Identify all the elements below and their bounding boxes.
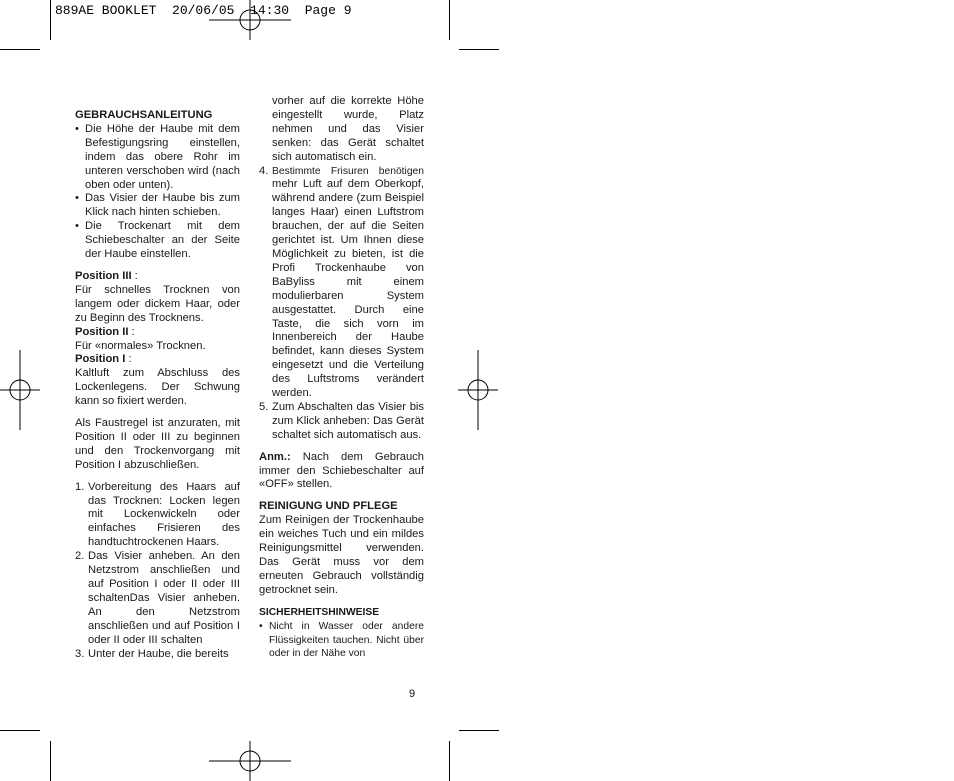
- crop-mark: [0, 49, 40, 50]
- crop-mark: [459, 49, 499, 50]
- right-column: [259, 95, 424, 661]
- left-column: [75, 109, 240, 661]
- section-heading-usage: GEBRAUCHSANLEITUNG: [75, 109, 213, 121]
- position-1: Position I :: [75, 353, 132, 366]
- section-heading-safety: SICHERHEITSHINWEISE: [259, 606, 380, 618]
- slug-title: 889AE BOOKLET: [55, 3, 157, 18]
- crop-mark: [459, 730, 499, 731]
- registration-mark-left: [0, 350, 40, 430]
- crop-mark: [0, 730, 40, 731]
- position-1-text: Kaltluft zum Abschluss des Lockenlegens. Der Schwung kann so fixiert werden.: [75, 367, 240, 408]
- registration-mark-top: [209, 0, 291, 40]
- slug-date: 20/06/05: [172, 3, 235, 18]
- page-number: 9: [409, 688, 416, 700]
- list-item: • Nicht in Wasser oder andere Flüssigkeiten tauchen. Nicht über oder in der Nähe von: [259, 620, 424, 660]
- list-item: 3. Unter der Haube, die bereits: [75, 647, 229, 660]
- step-3-continued: vorher auf die korrekte Höhe eingestellt wurde, Platz nehmen und das Visier senken: das Gerät schaltet sich automatisch ein.: [272, 95, 424, 163]
- crop-mark: [50, 741, 51, 781]
- slug-page: Page 9: [304, 3, 352, 18]
- crop-mark: [50, 0, 51, 40]
- cleaning-text: Zum Reinigen der Trockenhaube ein weiches Tuch und ein mildes Reinigungsmittel verwenden. Das Gerät muss vor dem erneuten Gebrauch vollständig getrocknet sein.: [259, 514, 424, 596]
- position-3-text: Für schnelles Trocknen von langem oder dickem Haar, oder zu Beginn des Trocknens.: [75, 283, 240, 324]
- position-2: Position II :: [75, 325, 135, 338]
- section-heading-cleaning: REINIGUNG UND PFLEGE: [259, 500, 398, 513]
- list-item: • Das Visier der Haube bis zum Klick nach hinten schieben.: [75, 192, 240, 219]
- slug-time: 14:30: [250, 3, 290, 18]
- registration-mark-right: [458, 350, 498, 430]
- list-item: 4. Bestimmte Frisuren benötigen mehr Luft auf dem Oberkopf, während andere (zum Beispiel langes Haar) einen Luftstrom brauchen, der auf die Seiten gerichtet ist. Um Ihnen diese Möglichkeit zu bieten, ist die Profi Trockenhaube von BaByliss mit einem modulierbaren System ausgestattet. Durch eine Taste, die sich vorn im Innenbereich der Haube befindet, kann dieses System eingesetzt und die Verteilung des Luftstroms verändert werden.: [259, 164, 424, 400]
- rule-of-thumb: Als Faustregel ist anzuraten, mit Position II oder III zu beginnen und den Trockenvorgang mit Position I abzuschließen.: [75, 417, 240, 471]
- position-3: Position III :: [75, 269, 138, 282]
- list-item: 2. Das Visier anheben. An den Netzstrom anschließen und auf Position I oder II oder III schaltenDas Visier anheben. An den Netzstrom anschließen und auf Position I oder II oder III schalten: [75, 550, 240, 646]
- list-item: • Die Trockenart mit dem Schiebeschalter an der Seite der Haube einstellen.: [75, 220, 240, 261]
- position-2-text: Für «normales» Trocknen.: [75, 339, 206, 352]
- list-item: 1. Vorbereitung des Haars auf das Trocknen: Locken legen mit Lockenwickeln oder einfaches Frisieren des handtuchtrockenen Haars.: [75, 480, 240, 549]
- note: Anm.: Nach dem Gebrauch immer den Schiebeschalter auf «OFF» stellen.: [259, 450, 424, 491]
- print-slug: [55, 3, 352, 18]
- crop-mark: [449, 741, 450, 781]
- list-item: • Die Höhe der Haube mit dem Befestigungsring einstellen, indem das obere Rohr im unteren verschoben wird (nach oben oder unten).: [75, 122, 240, 191]
- crop-mark: [449, 0, 450, 40]
- list-item: 5. Zum Abschalten das Visier bis zum Klick anheben: Das Gerät schaltet sich automatisch aus.: [259, 400, 424, 441]
- registration-mark-bottom: [209, 741, 291, 781]
